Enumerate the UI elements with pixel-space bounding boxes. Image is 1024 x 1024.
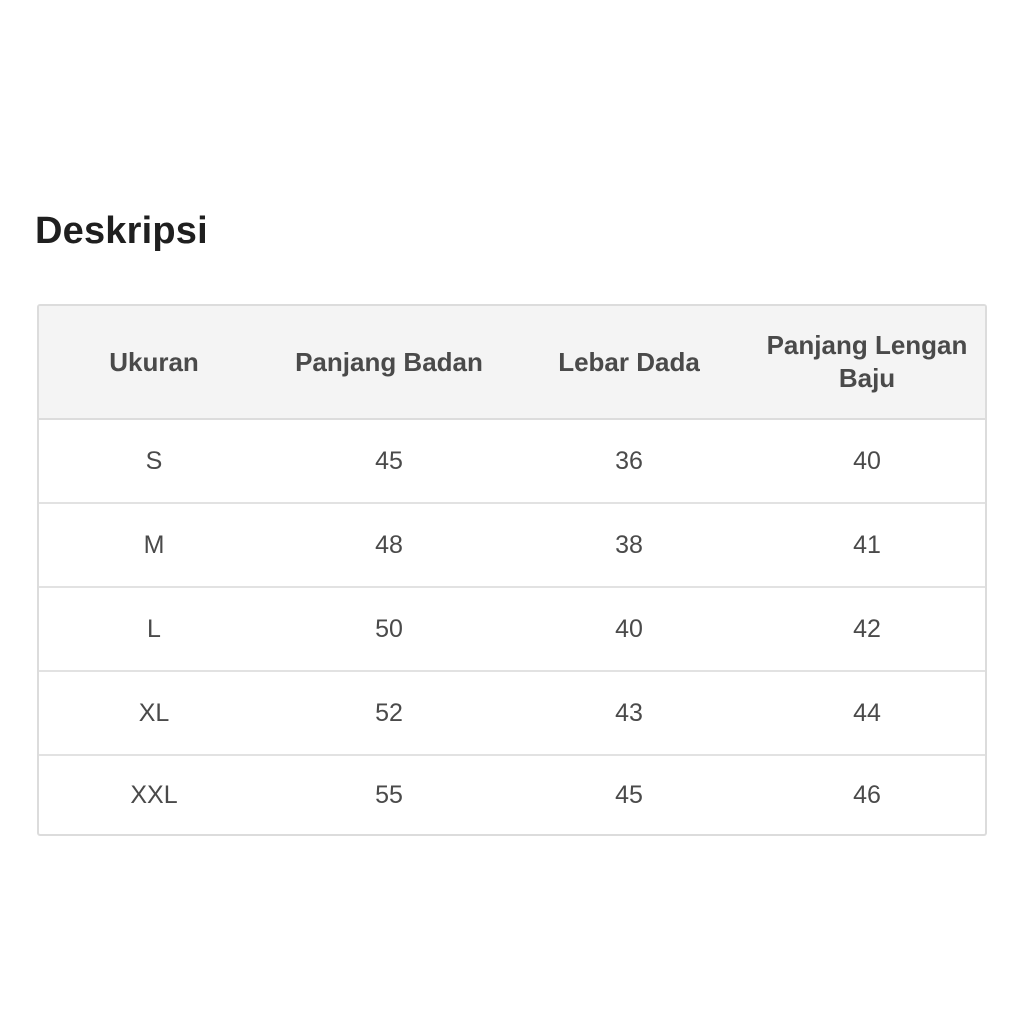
table-cell: 50 [269,587,509,671]
table-row [39,419,985,503]
table-cell: XL [39,671,269,755]
header-cell-ukuran: Ukuran [39,306,269,419]
table-cell: M [39,503,269,587]
table-cell: 41 [749,503,985,587]
table-row [39,671,985,755]
table-row [39,587,985,671]
table-cell: 45 [269,419,509,503]
header-cell-lebar-dada: Lebar Dada [509,306,749,419]
table-cell: 43 [509,671,749,755]
table-row [39,755,985,834]
table-cell: XXL [130,780,178,809]
table-cell: 45 [615,780,643,809]
size-table [39,306,985,834]
table-cell: 42 [749,587,985,671]
table-cell: 44 [749,671,985,755]
table-cell: 48 [269,503,509,587]
table-cell: L [39,587,269,671]
size-chart-table [37,304,987,836]
table-cell: S [39,419,269,503]
table-header-row [39,306,985,419]
table-cell: 40 [509,587,749,671]
header-cell-panjang-lengan-baju: Panjang Lengan Baju [749,306,985,419]
table-cell: 40 [749,419,985,503]
section-title: Deskripsi [35,210,208,252]
table-cell: 55 [375,780,403,809]
table-cell: 46 [853,780,881,809]
table-cell: 36 [509,419,749,503]
table-row [39,503,985,587]
table-cell: 52 [269,671,509,755]
header-cell-panjang-badan: Panjang Badan [269,306,509,419]
table-cell: 38 [509,503,749,587]
